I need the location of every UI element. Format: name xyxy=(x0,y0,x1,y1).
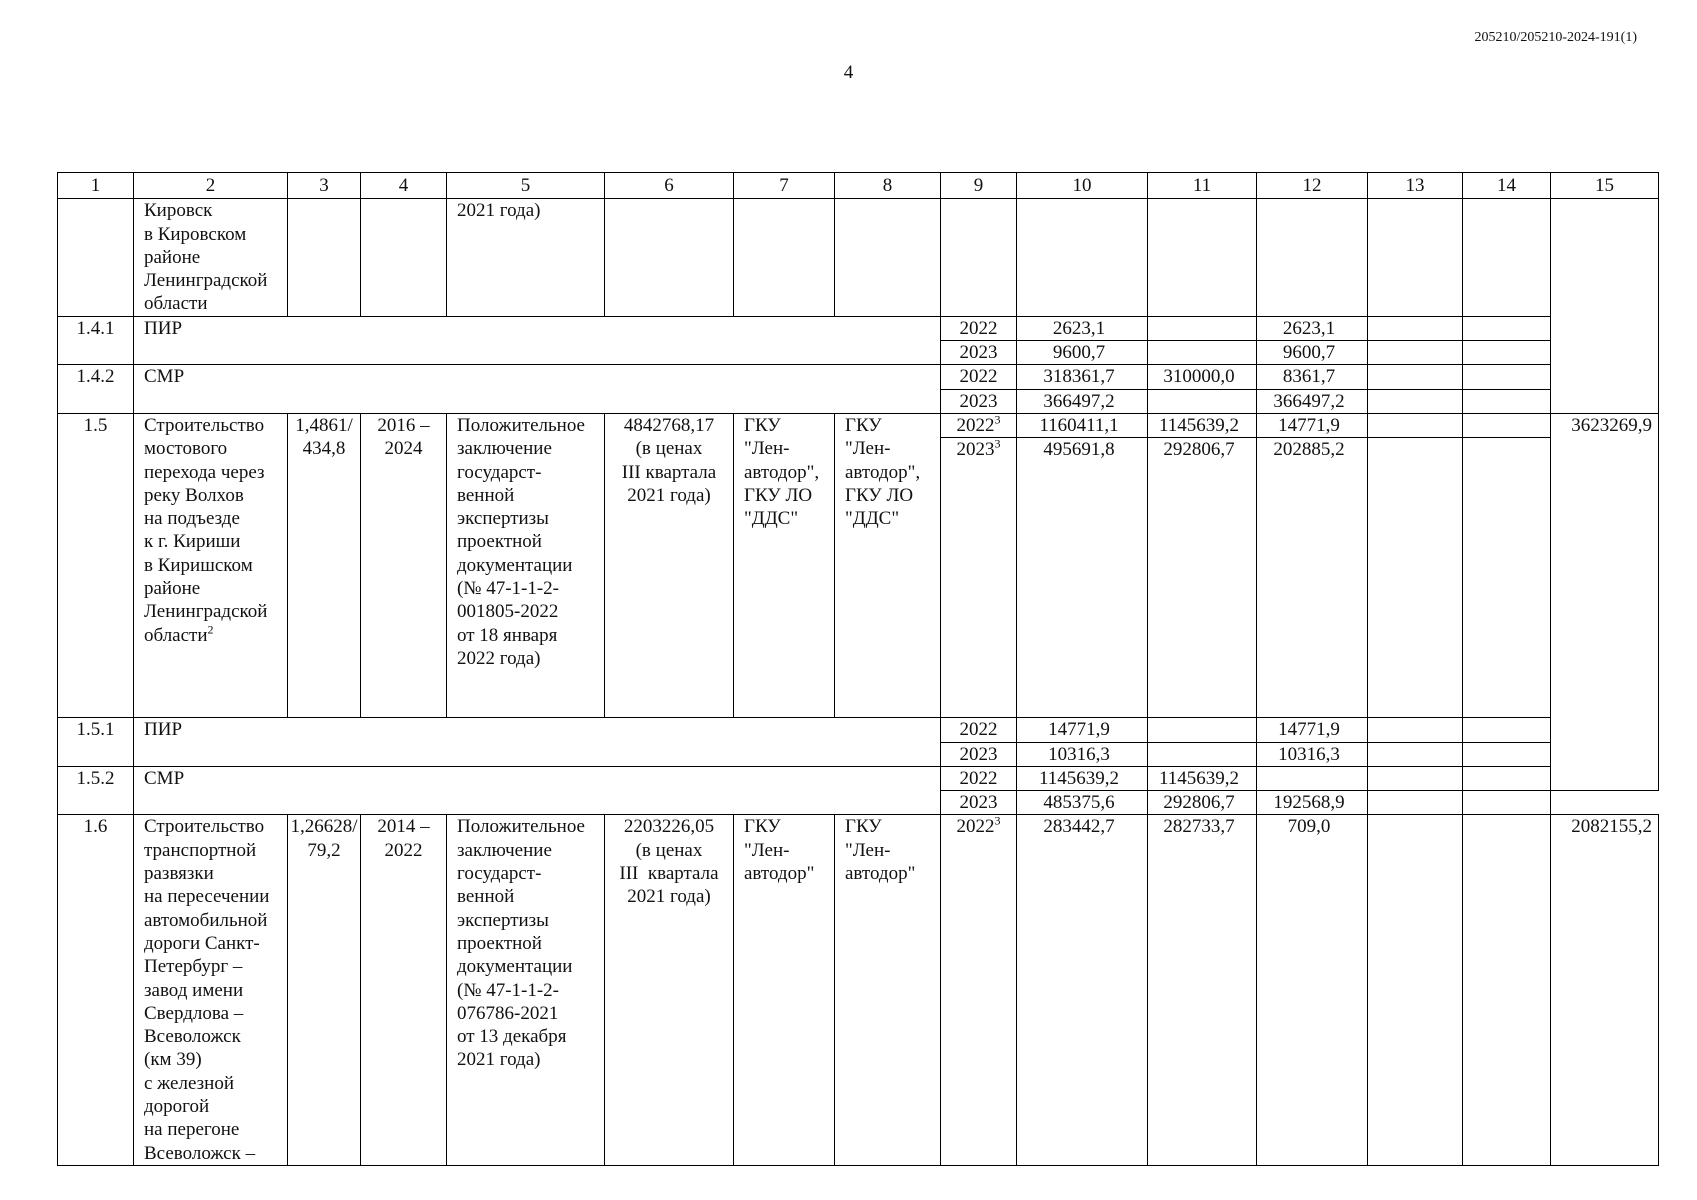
header-row xyxy=(58,173,1659,199)
customer-cell: ГКУ "Лен- автодор" xyxy=(734,815,835,1165)
col-header: 2 xyxy=(134,173,288,199)
table-row-1-4-2-year2: 2023 366497,2 366497,2 xyxy=(58,389,1659,413)
year-cell: 2022 xyxy=(941,365,1017,389)
footnote-mark: 2 xyxy=(207,622,214,637)
col-header: 10 xyxy=(1017,173,1148,199)
col-header: 7 xyxy=(734,173,835,199)
year-cell: 2022$^3$ xyxy=(941,413,1017,437)
expertise-document: 2021 года) xyxy=(447,199,605,316)
year-cell: 2023 xyxy=(941,791,1017,815)
stage-label: СМР xyxy=(134,365,941,414)
col-header: 8 xyxy=(835,173,941,199)
table-row-1-5-2-year2: 2023 485375,6 292806,7 192568,9 xyxy=(58,791,1659,815)
developer-cell: ГКУ "Лен- автодор", ГКУ ЛО "ДДС" xyxy=(835,413,941,717)
total-cost: 3623269,9 xyxy=(1551,413,1659,790)
col-header: 5 xyxy=(447,173,605,199)
row-number: 1.5.2 xyxy=(58,766,134,815)
table-row-1-5-2: 1.5.2 СМР 2022 1145639,2 1145639,2 xyxy=(58,766,1659,790)
page-number: 4 xyxy=(843,62,854,83)
footnote-mark: 3 xyxy=(994,413,1001,427)
customer-cell: ГКУ "Лен- автодор", ГКУ ЛО "ДДС" xyxy=(734,413,835,717)
period-cell: 2014 – 2022 xyxy=(361,815,447,1165)
expertise-document: Положительное заключение государст- венной экспертизы проектной документации (№ 47-1-1-2- 001805-2022 от 18 января 2022 года) xyxy=(447,413,605,717)
table-row-1-4-1-year2: 2023 9600,7 9600,7 xyxy=(58,341,1659,365)
row-number: 1.4.2 xyxy=(58,365,134,414)
table-row-1-4-2: 1.4.2 СМР 2022 318361,7 310000,0 8361,7 xyxy=(58,365,1659,389)
object-name: Кировск в Кировском районе Ленинградской области xyxy=(134,199,288,316)
table-row-1-4-1: 1.4.1 ПИР 2022 2623,1 2623,1 xyxy=(58,316,1659,340)
col-header: 6 xyxy=(605,173,734,199)
year-cell: 2023$^3$ xyxy=(941,438,1017,718)
year-cell: 2023 xyxy=(941,742,1017,766)
table-row-1-6: 1.6 Строительство транспортной развязки на пересечении автомобильной дороги Санкт- Петербург – завод имени Свердлова – Всеволожск (км 39) с железной дорогой на перегоне Всеволожск – 1,26628/ 79,2 2014 – 2022 Положительное заключение государст- венной экспертизы проектной документации (№ 47-1-1-2- 076786-2021 от 13 декабря 2021 года) 2203226,05 (в ценах III квартала 2021 года) ГКУ "Лен- автодор" ГКУ "Лен- автодор" 2022$^3$ 283442,7 282733,7 709,0 2082155,2 xyxy=(58,815,1659,1165)
expertise-document: Положительное заключение государст- венной экспертизы проектной документации (№ 47-1-1-2- 076786-2021 от 13 декабря 2021 года) xyxy=(447,815,605,1165)
estimated-cost: 2203226,05 (в ценах III квартала 2021 года) xyxy=(605,815,734,1165)
capacity-cell: 1,26628/ 79,2 xyxy=(288,815,361,1165)
financing-table xyxy=(57,172,1659,1166)
year-cell: 2022 xyxy=(941,316,1017,340)
col-header: 14 xyxy=(1463,173,1551,199)
row-number: 1.5 xyxy=(58,413,134,717)
footnote-mark: 3 xyxy=(994,814,1001,829)
object-name: Строительство транспортной развязки на пересечении автомобильной дороги Санкт- Петербург – завод имени Свердлова – Всеволожск (км 39) с железной дорогой на перегоне Всеволожск – xyxy=(134,815,288,1165)
row-number: 1.4.1 xyxy=(58,316,134,365)
year-cell: 2022 xyxy=(941,718,1017,742)
footnote-mark: 3 xyxy=(994,437,1001,451)
col-header: 15 xyxy=(1551,173,1659,199)
table-row-1-5-1-year2: 2023 10316,3 10316,3 xyxy=(58,742,1659,766)
developer-cell: ГКУ "Лен- автодор" xyxy=(835,815,941,1165)
stage-label: ПИР xyxy=(134,718,941,767)
col-header: 13 xyxy=(1368,173,1463,199)
table-row-continuation xyxy=(58,199,1659,316)
row-number: 1.6 xyxy=(58,815,134,1165)
estimated-cost: 4842768,17 (в ценах III квартала 2021 года) xyxy=(605,413,734,717)
col-header: 1 xyxy=(58,173,134,199)
col-header: 11 xyxy=(1148,173,1257,199)
total-cost: 2082155,2 xyxy=(1551,815,1659,1165)
capacity-cell: 1,4861/ 434,8 xyxy=(288,413,361,717)
document-id: 205210/205210-2024-191(1) xyxy=(1474,30,1637,45)
col-header: 12 xyxy=(1257,173,1368,199)
row-number: 1.5.1 xyxy=(58,718,134,767)
table-row-1-5-year2: 2023$^3$ 495691,8 292806,7 202885,2 xyxy=(58,438,1659,718)
year-cell: 2023 xyxy=(941,389,1017,413)
year-cell: 2023 xyxy=(941,341,1017,365)
stage-label: СМР xyxy=(134,766,941,815)
period-cell: 2016 – 2024 xyxy=(361,413,447,717)
col-header: 9 xyxy=(941,173,1017,199)
col-header: 4 xyxy=(361,173,447,199)
stage-label: ПИР xyxy=(134,316,941,365)
year-cell: 2022 xyxy=(941,766,1017,790)
object-name: Строительство мостового перехода через реку Волхов на подъезде к г. Кириши в Киришском районе Ленинградской области$^2$ xyxy=(134,413,288,717)
table-row-1-5: 1.5 Строительство мостового перехода через реку Волхов на подъезде к г. Кириши в Киришском районе Ленинградской области$^2$ 1,4861/ 434,8 2016 – 2024 Положительное заключение государст- венной экспертизы проектной документации (№ 47-1-1-2- 001805-2022 от 18 января 2022 года) 4842768,17 (в ценах III квартала 2021 года) ГКУ "Лен- автодор", ГКУ ЛО "ДДС" ГКУ "Лен- автодор", ГКУ ЛО "ДДС" 2022$^3$ 1160411,1 1145639,2 14771,9 3623269,9 xyxy=(58,413,1659,437)
year-cell: 2022$^3$ xyxy=(941,815,1017,1165)
table-row-1-5-1: 1.5.1 ПИР 2022 14771,9 14771,9 xyxy=(58,718,1659,742)
col-header: 3 xyxy=(288,173,361,199)
